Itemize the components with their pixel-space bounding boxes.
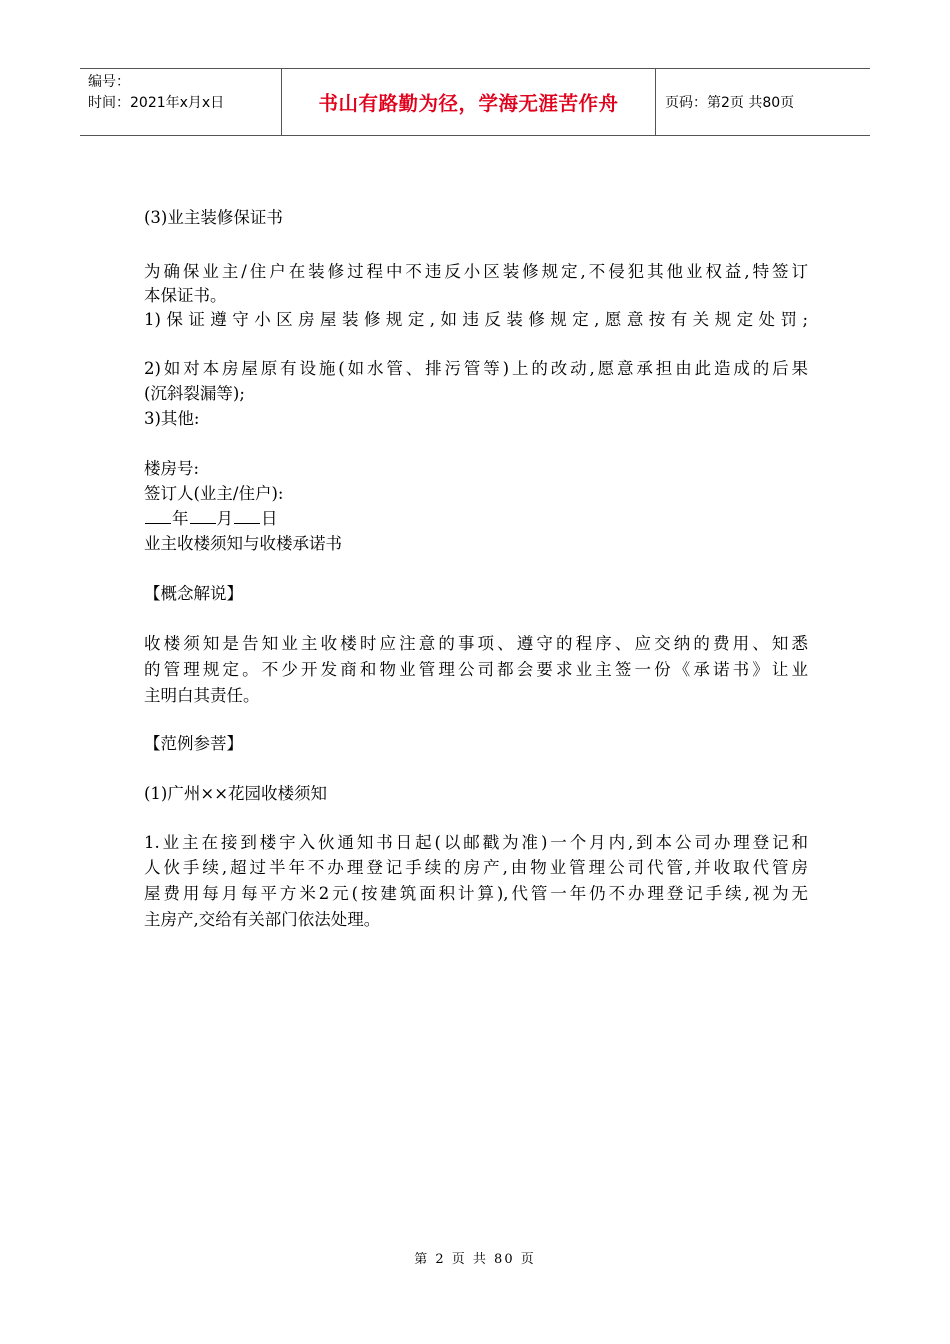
header-page-info (656, 69, 870, 135)
building-number-label: 楼房号: (144, 459, 200, 478)
list-item-3: 3)其他: (144, 409, 200, 428)
paragraph-line: 为确保业主/住户在装修过程中不违反小区装修规定,不侵犯其他业权益,特签订 (144, 262, 808, 281)
list-item-2: 2)如对本房屋原有设施(如水管、排污管等)上的改动,愿意承担由此造成的后果 (144, 359, 808, 378)
paragraph-line: 的管理规定。不少开发商和物业管理公司都会要求业主签一份《承诺书》让业 (144, 660, 808, 679)
paragraph-line: 主明白其责任。 (144, 686, 260, 705)
example-title: (1)广州××花园收楼须知 (144, 784, 328, 803)
paragraph-line: 1.业主在接到楼宇入伙通知书日起(以邮戳为准)一个月内,到本公司办理登记和 (144, 833, 808, 852)
year-label: 年 (172, 509, 189, 528)
concept-heading: 【概念解说】 (144, 584, 243, 603)
paragraph-line: 屋费用每月每平方米2元(按建筑面积计算),代管一年仍不办理登记手续,视为无 (144, 884, 808, 903)
footer-page-number: 第 2 页 共 80 页 (414, 1252, 536, 1267)
paragraph-line: 人伙手续,超过半年不办理登记手续的房产,由物业管理公司代管,并收取代管房 (144, 858, 808, 877)
year-blank (145, 522, 171, 524)
signatory-label: 签订人(业主/住户): (144, 484, 284, 503)
section-title-handover: 业主收楼须知与收楼承诺书 (144, 534, 342, 553)
month-label: 月 (216, 509, 233, 528)
list-item-2-cont: (沉斜裂漏等); (144, 384, 245, 403)
header-meta (80, 69, 282, 135)
paragraph-line: 主房产,交给有关部门依法处理。 (144, 910, 381, 929)
paragraph-line: 本保证书。 (144, 286, 227, 305)
page-footer (0, 1248, 950, 1267)
date-line (144, 509, 278, 529)
month-blank (190, 522, 216, 524)
day-label: 日 (261, 509, 278, 528)
section-title-guarantee: (3)业主装修保证书 (144, 208, 283, 227)
list-item-1: 1)保证遵守小区房屋装修规定,如违反装修规定,愿意按有关规定处罚; (144, 310, 808, 329)
paragraph-line: 收楼须知是告知业主收楼时应注意的事项、遵守的程序、应交纳的费用、知悉 (144, 634, 808, 653)
header-motto-cell (282, 69, 656, 135)
serial-number-label: 编号： (88, 74, 130, 90)
date-label: 时间：2021年x月x日 (88, 95, 225, 111)
example-heading: 【范例参菩】 (144, 734, 243, 753)
day-blank (234, 522, 260, 524)
page-info-text: 页码：第2页 共80页 (665, 95, 795, 111)
page-header (80, 68, 870, 136)
header-motto: 书山有路勤为径，学海无涯苦作舟 (318, 92, 619, 115)
